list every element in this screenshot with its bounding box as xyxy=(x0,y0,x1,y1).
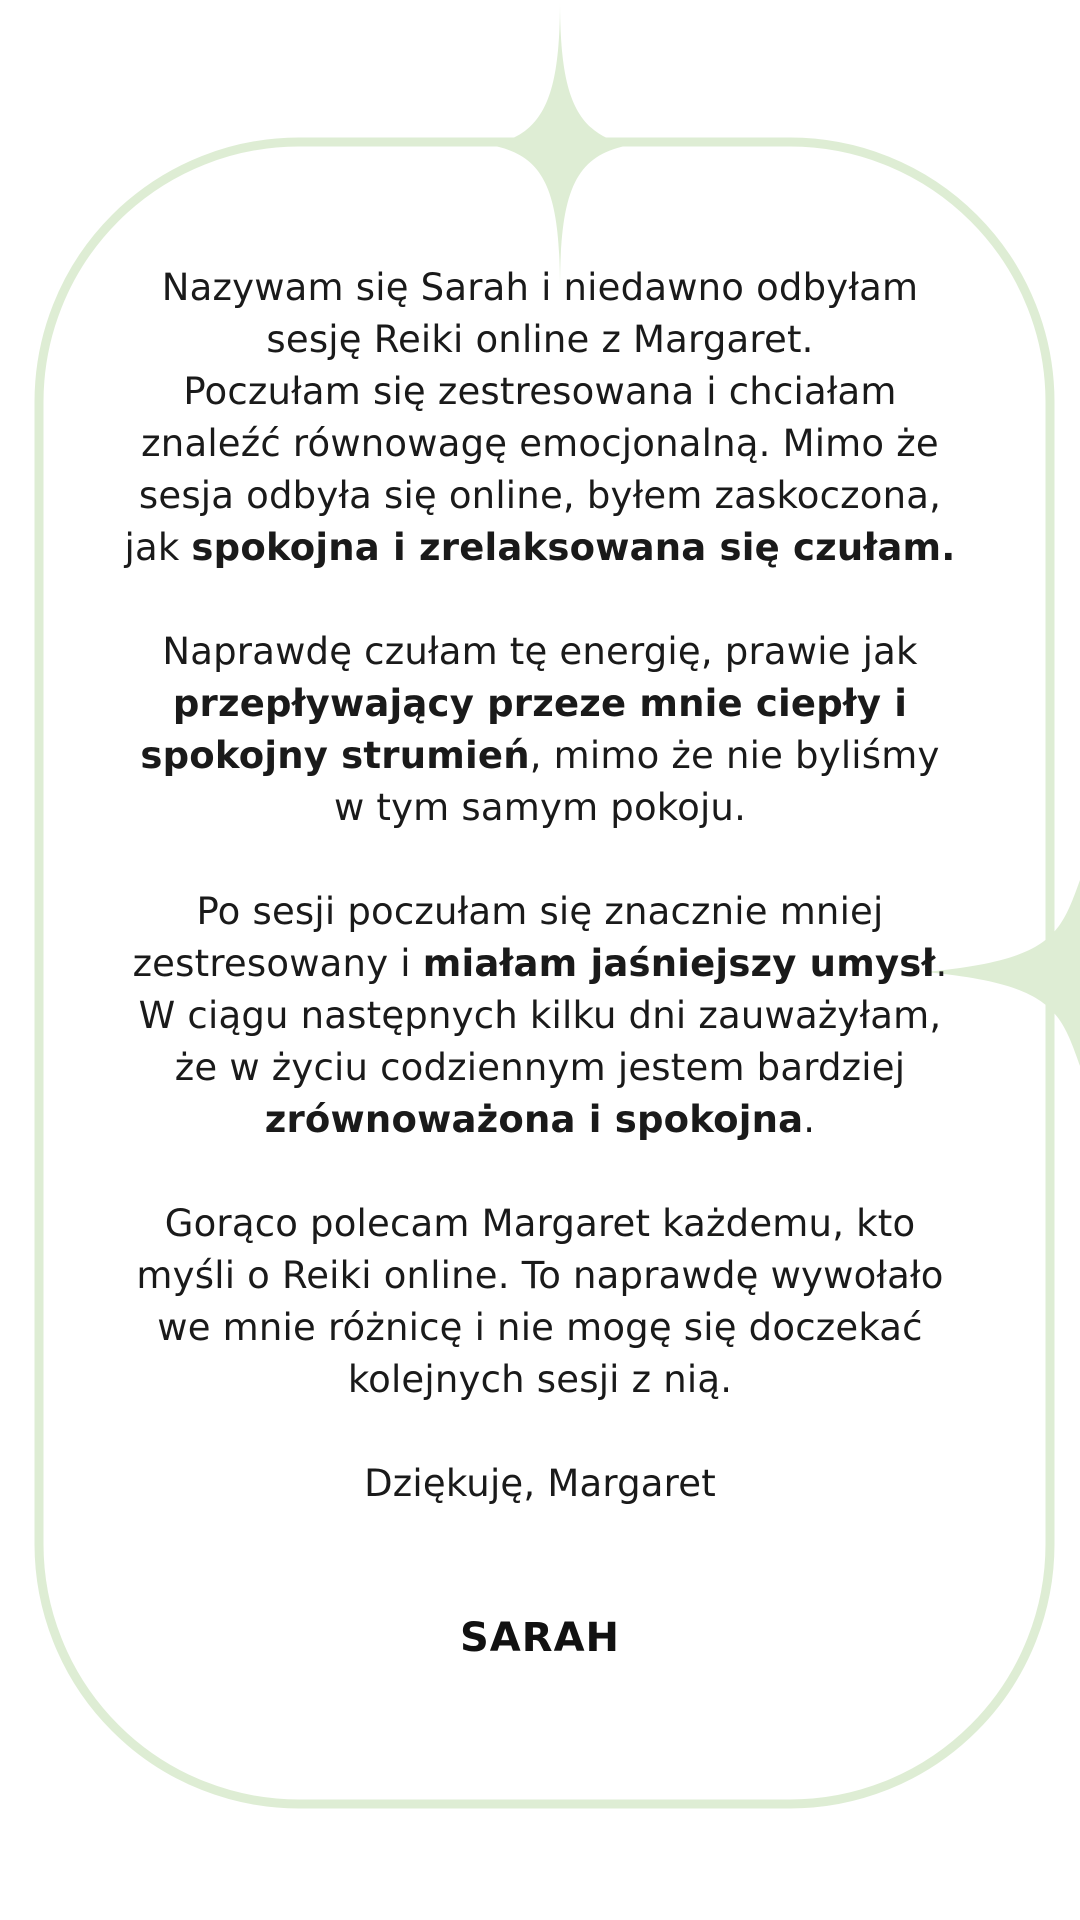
text-line: znaleźć równowagę emocjonalną. Mimo że xyxy=(141,422,939,465)
text-line: Naprawdę czułam tę energię, prawie jak xyxy=(162,630,918,673)
signature-name: SARAH xyxy=(460,1615,620,1661)
sparkle-top-icon xyxy=(490,0,630,290)
text-segment: , mimo że nie byliśmy xyxy=(529,734,940,777)
text-line: Gorąco polecam Margaret każdemu, kto xyxy=(164,1202,916,1245)
text-line: Nazywam się Sarah i niedawno odbyłam xyxy=(161,266,919,309)
paragraph-after-session xyxy=(118,886,962,1146)
text-line xyxy=(118,938,962,990)
paragraph-energy xyxy=(118,626,962,834)
text-line: kolejnych sesji z nią. xyxy=(347,1358,733,1401)
paragraph-recommendation xyxy=(118,1198,962,1406)
text-line: Po sesji poczułam się znacznie mniej xyxy=(196,890,884,933)
text-line: sesję Reiki online z Margaret. xyxy=(266,318,814,361)
closing-line: Dziękuję, Margaret xyxy=(364,1462,716,1505)
text-line: w tym samym pokoju. xyxy=(333,786,747,829)
text-segment: zestresowany i xyxy=(132,942,423,985)
text-line xyxy=(118,1094,962,1146)
bold-phrase: spokojny strumień xyxy=(140,734,530,777)
text-line xyxy=(118,678,962,730)
text-segment: jak xyxy=(124,526,192,569)
paragraph-intro xyxy=(118,262,962,574)
testimonial-text xyxy=(118,262,962,1562)
text-segment: . xyxy=(935,942,948,985)
text-line: Poczułam się zestresowana i chciałam xyxy=(183,370,897,413)
text-line: W ciągu następnych kilku dni zauważyłam, xyxy=(138,994,942,1037)
paragraph-closing xyxy=(118,1458,962,1510)
text-line: we mnie różnicę i nie mogę się doczekać xyxy=(157,1306,923,1349)
text-line xyxy=(118,522,962,574)
text-line: sesja odbyła się online, byłem zaskoczona, xyxy=(138,474,942,517)
text-line xyxy=(118,730,962,782)
bold-phrase: spokojna i zrelaksowana się czułam. xyxy=(191,526,956,569)
bold-phrase: zrównoważona i spokojna xyxy=(264,1098,804,1141)
bold-phrase: miałam jaśniejszy umysł xyxy=(422,942,936,985)
text-segment: . xyxy=(803,1098,816,1141)
text-line: że w życiu codziennym jestem bardziej xyxy=(174,1046,906,1089)
text-line: myśli o Reiki online. To naprawdę wywołało xyxy=(136,1254,944,1297)
bold-phrase: przepływający przeze mnie ciepły i xyxy=(172,682,908,725)
